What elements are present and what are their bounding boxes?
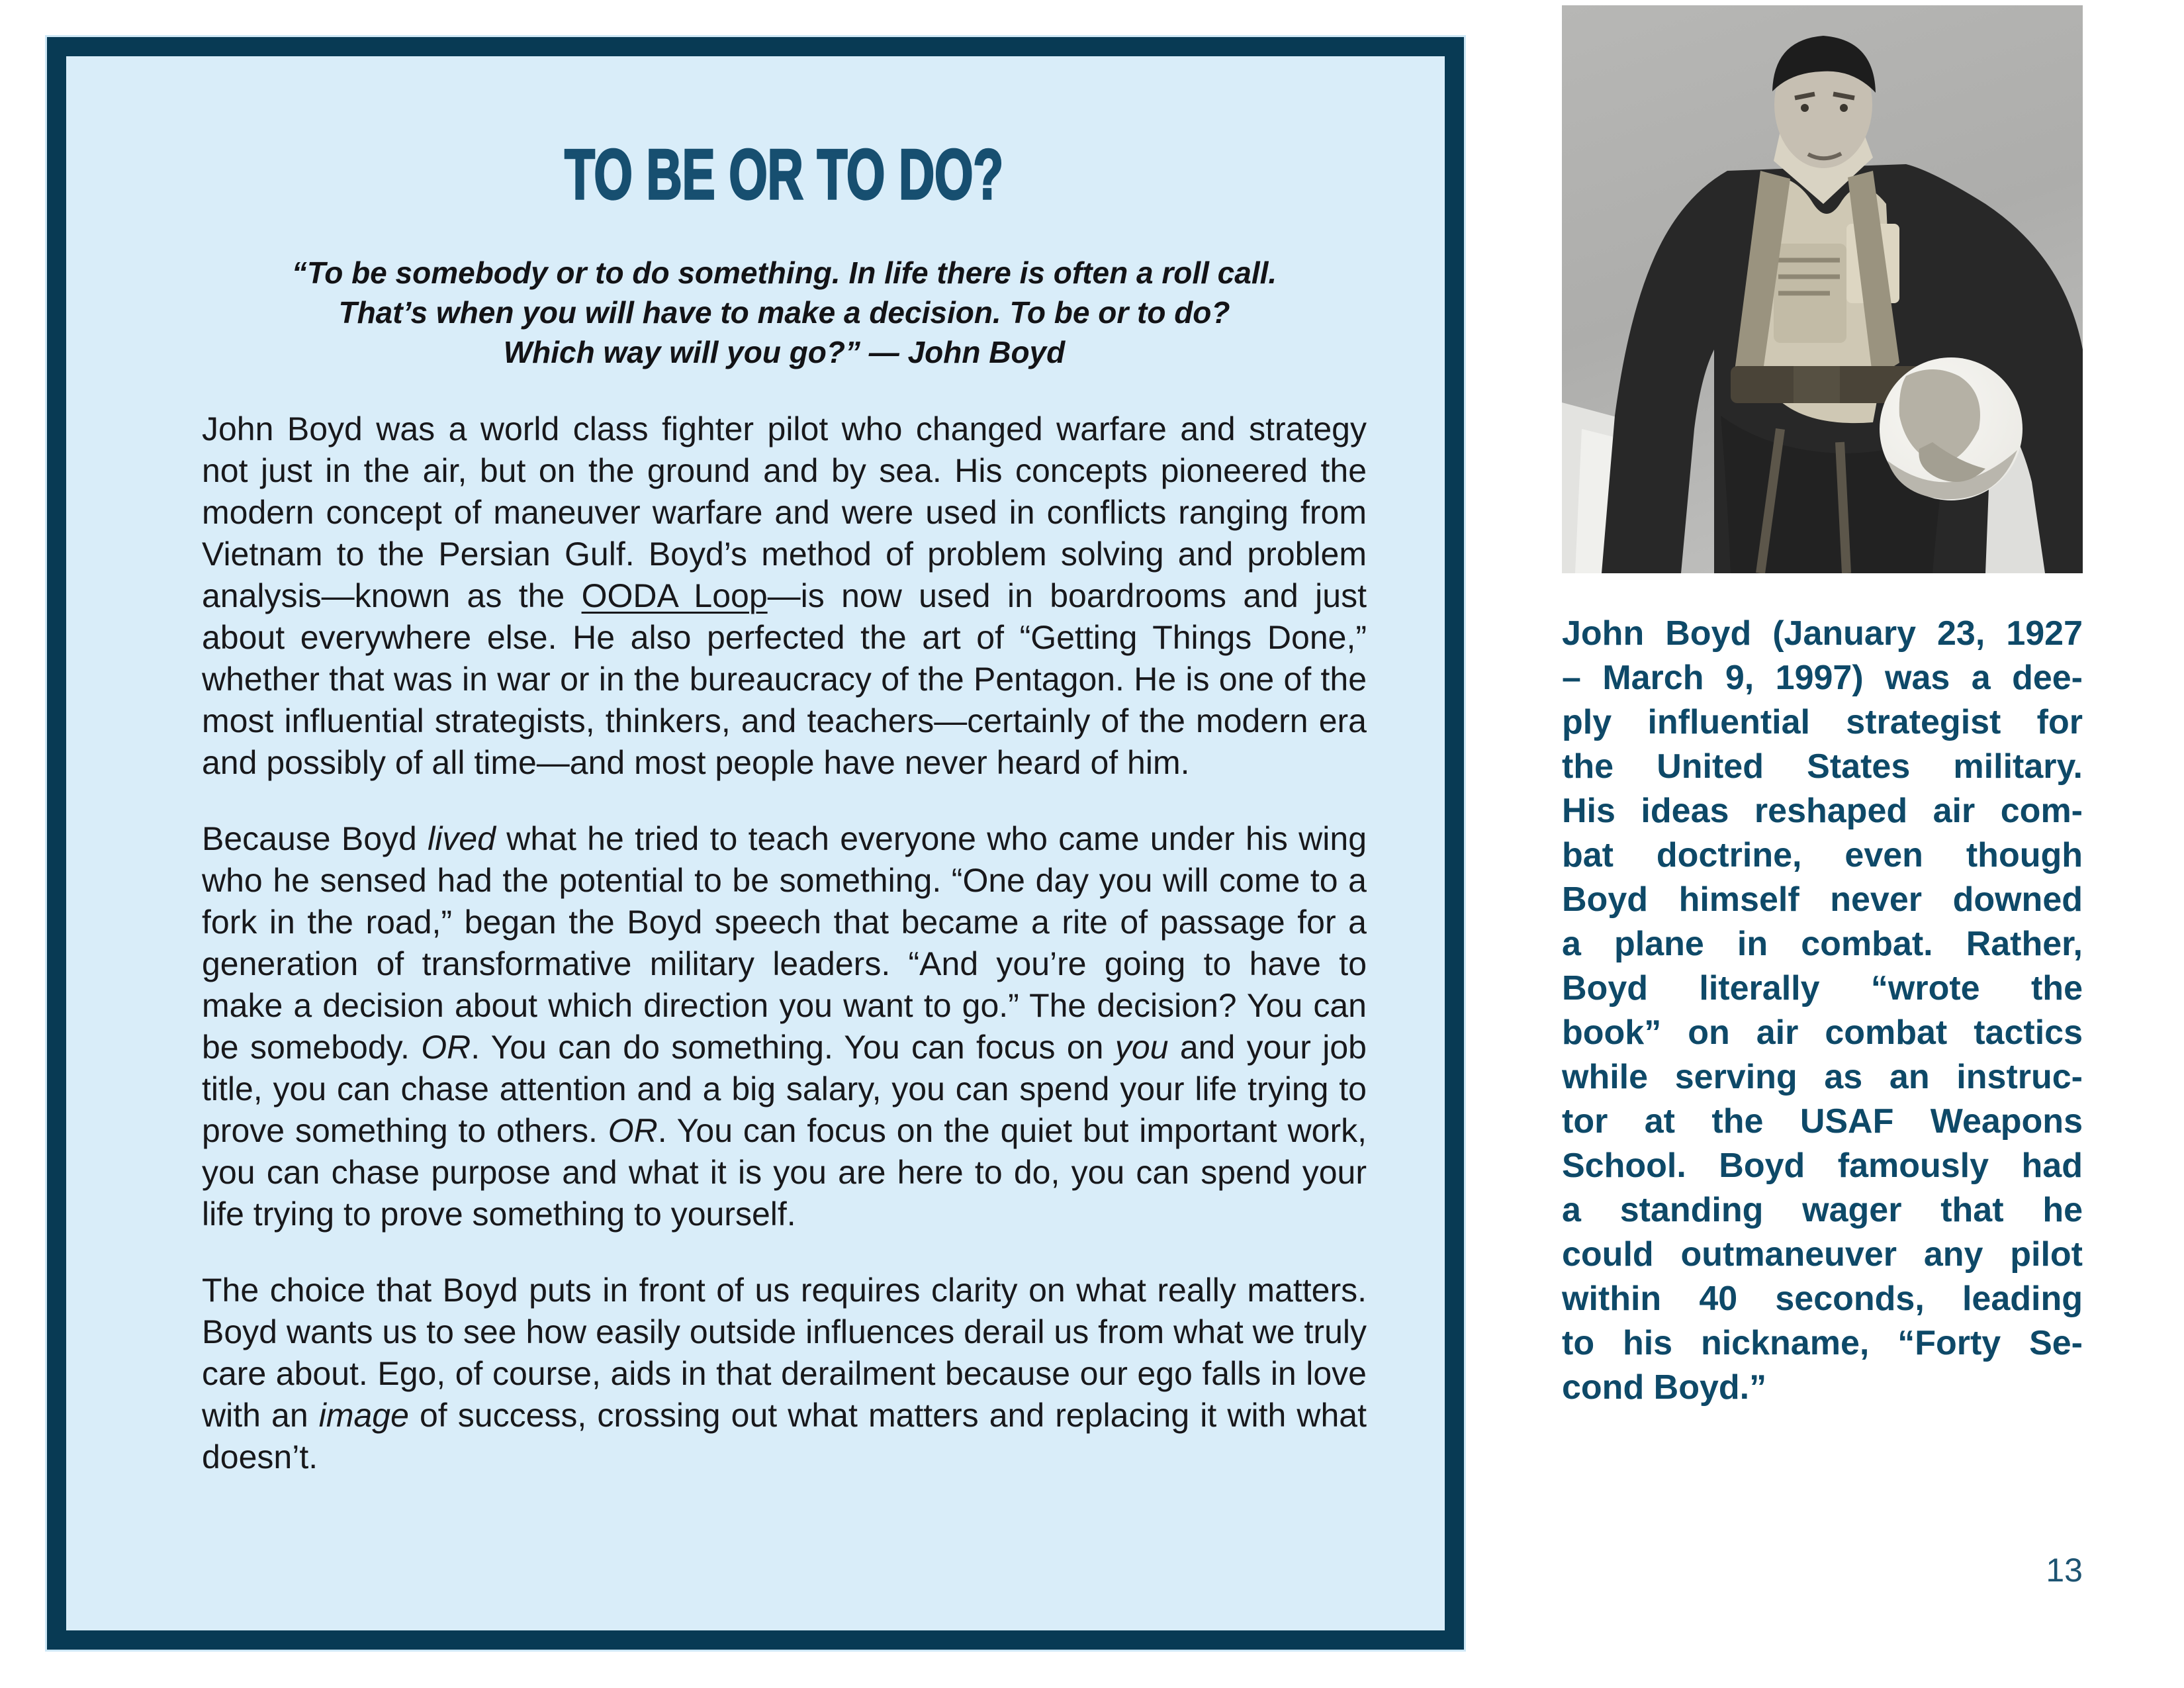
text-segment: Because Boyd — [202, 820, 428, 857]
caption-line: John Boyd (January 23, 1927 — [1562, 614, 2083, 653]
caption-line: a standing wager that he — [1562, 1191, 2083, 1229]
text-segment: . You can focus on the quiet but important work, you can chase purpose and what it is you are here to do, you can spend your life trying to prove something to yourself. — [202, 1112, 1367, 1233]
text-segment: what he tried to teach everyone who came under his wing who he sensed had the potential to be something. “One day you will come to a fork in the road,” began the Boyd speech that became a rite of passage for a generation of transformative military leaders. “And you’re going to have to make a decision about which direction you want to go.” The decision? You can be somebody. — [202, 820, 1367, 1066]
caption-line: cond Boyd.” — [1562, 1368, 1767, 1407]
text-segment: of success, crossing out what matters and replacing it with what doesn’t. — [202, 1397, 1367, 1476]
john-boyd-photo-illustration — [1562, 5, 2083, 573]
text-segment: OR — [421, 1029, 471, 1066]
text-segment: —is now used in boardrooms and just about everywhere else. He also perfected the art of “Getting Things Done,” whether that was in war or in the bureaucracy of the Pentagon. He is one of the most influential strategists, thinkers, and teachers—certainly of the modern era and possibly of all time—and most people have never heard of him. — [202, 577, 1367, 781]
text-segment: The choice that Boyd puts in front of us requires clarity on what really matters. Boyd wants us to see how easily outside influences derail us from what we truly care about. Ego, of course, aids in that derailment because our ego falls in love with an — [202, 1272, 1367, 1434]
text-segment: OR — [608, 1112, 658, 1149]
epigraph-quote — [202, 253, 1367, 372]
caption-line: within 40 seconds, leading — [1562, 1280, 2083, 1318]
body-paragraph-1 — [202, 408, 1367, 784]
body-paragraph-3 — [202, 1270, 1367, 1478]
caption-line: – March 9, 1997) was a dee- — [1562, 659, 2083, 697]
page-number: 13 — [2046, 1552, 2083, 1589]
quote-line: That’s when you will have to make a decision. To be or to do? — [338, 295, 1230, 330]
john-boyd-photo — [1562, 5, 2083, 573]
content-box — [47, 37, 1464, 1650]
photo-caption — [1562, 612, 2083, 1410]
ooda-loop-link[interactable]: OODA Loop — [581, 577, 768, 614]
caption-line: Boyd literally “wrote the — [1562, 969, 2083, 1008]
text-segment: and your job title, you can chase attention and a big salary, you can spend your life trying to prove something to others. — [202, 1029, 1367, 1149]
text-segment: . You can do something. You can focus on — [471, 1029, 1115, 1066]
caption-line: the United States military. — [1562, 747, 2083, 786]
caption-line: bat doctrine, even though — [1562, 836, 2083, 874]
text-segment: John Boyd was a world class fighter pilot who changed warfare and strategy not just in the air, but on the ground and by sea. His concepts pioneered the modern concept of maneuver warfare and were used in conflicts ranging from Vietnam to the Persian Gulf. Boyd’s method of problem solving and problem analysis—known as the — [202, 410, 1367, 614]
caption-line: ply influential strategist for — [1562, 703, 2083, 741]
caption-line: while serving as an instruc- — [1562, 1058, 2083, 1096]
caption-line: book” on air combat tactics — [1562, 1013, 2083, 1052]
text-segment: lived — [428, 820, 496, 857]
caption-line: to his nickname, “Forty Se- — [1562, 1324, 2083, 1362]
caption-line: tor at the USAF Weapons — [1562, 1102, 2083, 1141]
caption-line: could outmaneuver any pilot — [1562, 1235, 2083, 1274]
quote-line: Which way will you go?” — John Boyd — [503, 335, 1066, 369]
text-segment: image — [318, 1397, 409, 1434]
page-title — [202, 134, 1367, 214]
body-paragraph-2 — [202, 818, 1367, 1235]
caption-line: a plane in combat. Rather, — [1562, 925, 2083, 963]
belt-buckle — [1794, 366, 1840, 403]
text-segment: you — [1115, 1029, 1169, 1066]
caption-line: Boyd himself never downed — [1562, 880, 2083, 919]
page-title-text: TO BE OR TO DO? — [565, 134, 1004, 214]
quote-line: “To be somebody or to do something. In life there is often a roll call. — [291, 256, 1277, 290]
caption-line: School. Boyd famously had — [1562, 1147, 2083, 1185]
caption-line: His ideas reshaped air com- — [1562, 792, 2083, 830]
